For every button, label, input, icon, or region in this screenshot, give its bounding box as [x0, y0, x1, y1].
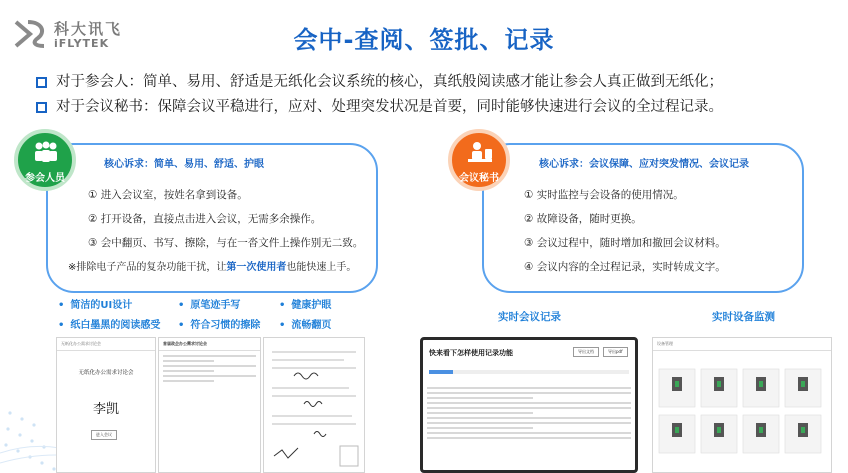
logo-cn-text: 科大讯飞	[54, 20, 123, 38]
feature-item: • 原笔迹手写	[178, 296, 240, 311]
note-prefix: ※排除电子产品的复杂功能干扰，让	[68, 262, 227, 273]
bullet-text: 对于会议秘书：保障会议平稳进行，应对、处理突发状况是首要，同时能够快速进行会议的全过程记录。	[56, 99, 723, 115]
attendee-note	[68, 258, 368, 277]
list-row[interactable]	[163, 375, 256, 377]
list-row[interactable]	[163, 355, 256, 357]
login-screen-header: 无纸化办公需求讨论会	[57, 338, 155, 351]
attendee-steps	[88, 183, 363, 255]
secretary-badge-label: 会议秘书	[459, 173, 499, 184]
note-suffix: 也能快速上手。	[286, 262, 357, 273]
attendee-core-needs: 核心诉求：简单、易用、舒适、护眼	[104, 159, 264, 170]
people-group-icon	[31, 141, 61, 167]
person-at-desk-icon	[465, 141, 495, 167]
list-row[interactable]	[163, 370, 214, 372]
secretary-core-needs: 核心诉求：会议保障、应对突发情况、会议记录	[539, 159, 749, 170]
login-user-name: 李凯	[92, 402, 119, 417]
secretary-step: ④ 会议内容的全过程记录，实时转成文字。	[524, 261, 726, 273]
feature-item: • 纸白墨黑的阅读感受	[58, 316, 160, 331]
page-title: 会中-查阅、签批、记录	[293, 26, 555, 54]
list-row[interactable]	[163, 360, 214, 362]
logo-en-text: iFLYTEK	[54, 37, 110, 50]
secretary-card	[482, 143, 804, 293]
handwritten-document-preview	[264, 338, 364, 472]
attendee-step: ① 进入会议室，按姓名拿到设备。	[88, 189, 248, 201]
square-bullet-icon	[36, 77, 47, 88]
secretary-step: ② 故障设备，随时更换。	[524, 213, 642, 225]
bullet-attendee	[36, 70, 826, 95]
attendee-badge-label: 参会人员	[25, 173, 65, 184]
note-highlight: 第一次使用者	[226, 262, 287, 273]
square-bullet-icon	[36, 102, 47, 113]
list-row[interactable]	[163, 380, 214, 382]
attendee-step: ③ 会中翻页、书写、擦除，与在一沓文件上操作别无二致。	[88, 237, 364, 249]
feature-item: • 简洁的UI设计	[58, 296, 132, 311]
subhead-monitor: 实时设备监测	[712, 311, 775, 323]
feature-item: • 流畅翻页	[279, 316, 331, 331]
secretary-steps	[524, 183, 726, 279]
feature-item: • 健康护眼	[279, 296, 331, 311]
intro-bullets	[36, 70, 826, 120]
attendee-badge	[14, 129, 76, 191]
bullet-secretary	[36, 95, 826, 120]
login-screenshot	[56, 337, 156, 473]
feature-item: • 符合习惯的擦除	[178, 316, 260, 331]
export-doc-button[interactable]: 导出文档	[573, 347, 599, 357]
login-meeting-title: 无纸化办公需求讨论会	[78, 370, 134, 376]
device-monitor-screenshot	[652, 337, 832, 473]
monitor-screen-header: 设备管理	[653, 338, 831, 351]
list-screen-header: 首届政企办公需求讨论会	[159, 338, 260, 351]
export-pdf-button[interactable]: 导出pdf	[603, 347, 628, 357]
device-grid	[653, 351, 831, 471]
attendee-step: ② 打开设备，直接点击进入会议，无需多余操作。	[88, 213, 322, 225]
handwriting-screenshot	[263, 337, 365, 473]
enter-meeting-button[interactable]: 进入会议	[91, 430, 117, 440]
secretary-badge	[448, 129, 510, 191]
record-title: 快来看下怎样使用记录功能	[429, 349, 513, 357]
subhead-record: 实时会议记录	[498, 311, 561, 323]
secretary-step: ③ 会议过程中，随时增加和撤回会议材料。	[524, 237, 726, 249]
bullet-text: 对于参会人：简单、易用、舒适是无纸化会议系统的核心，真纸般阅读感才能让参会人真正做到无纸化；	[56, 74, 723, 90]
secretary-step: ① 实时监控与会设备的使用情况。	[524, 189, 684, 201]
audio-progress-bar[interactable]	[429, 370, 629, 374]
list-row[interactable]	[163, 365, 256, 367]
document-list-screenshot	[158, 337, 261, 473]
meeting-record-screenshot	[420, 337, 638, 473]
